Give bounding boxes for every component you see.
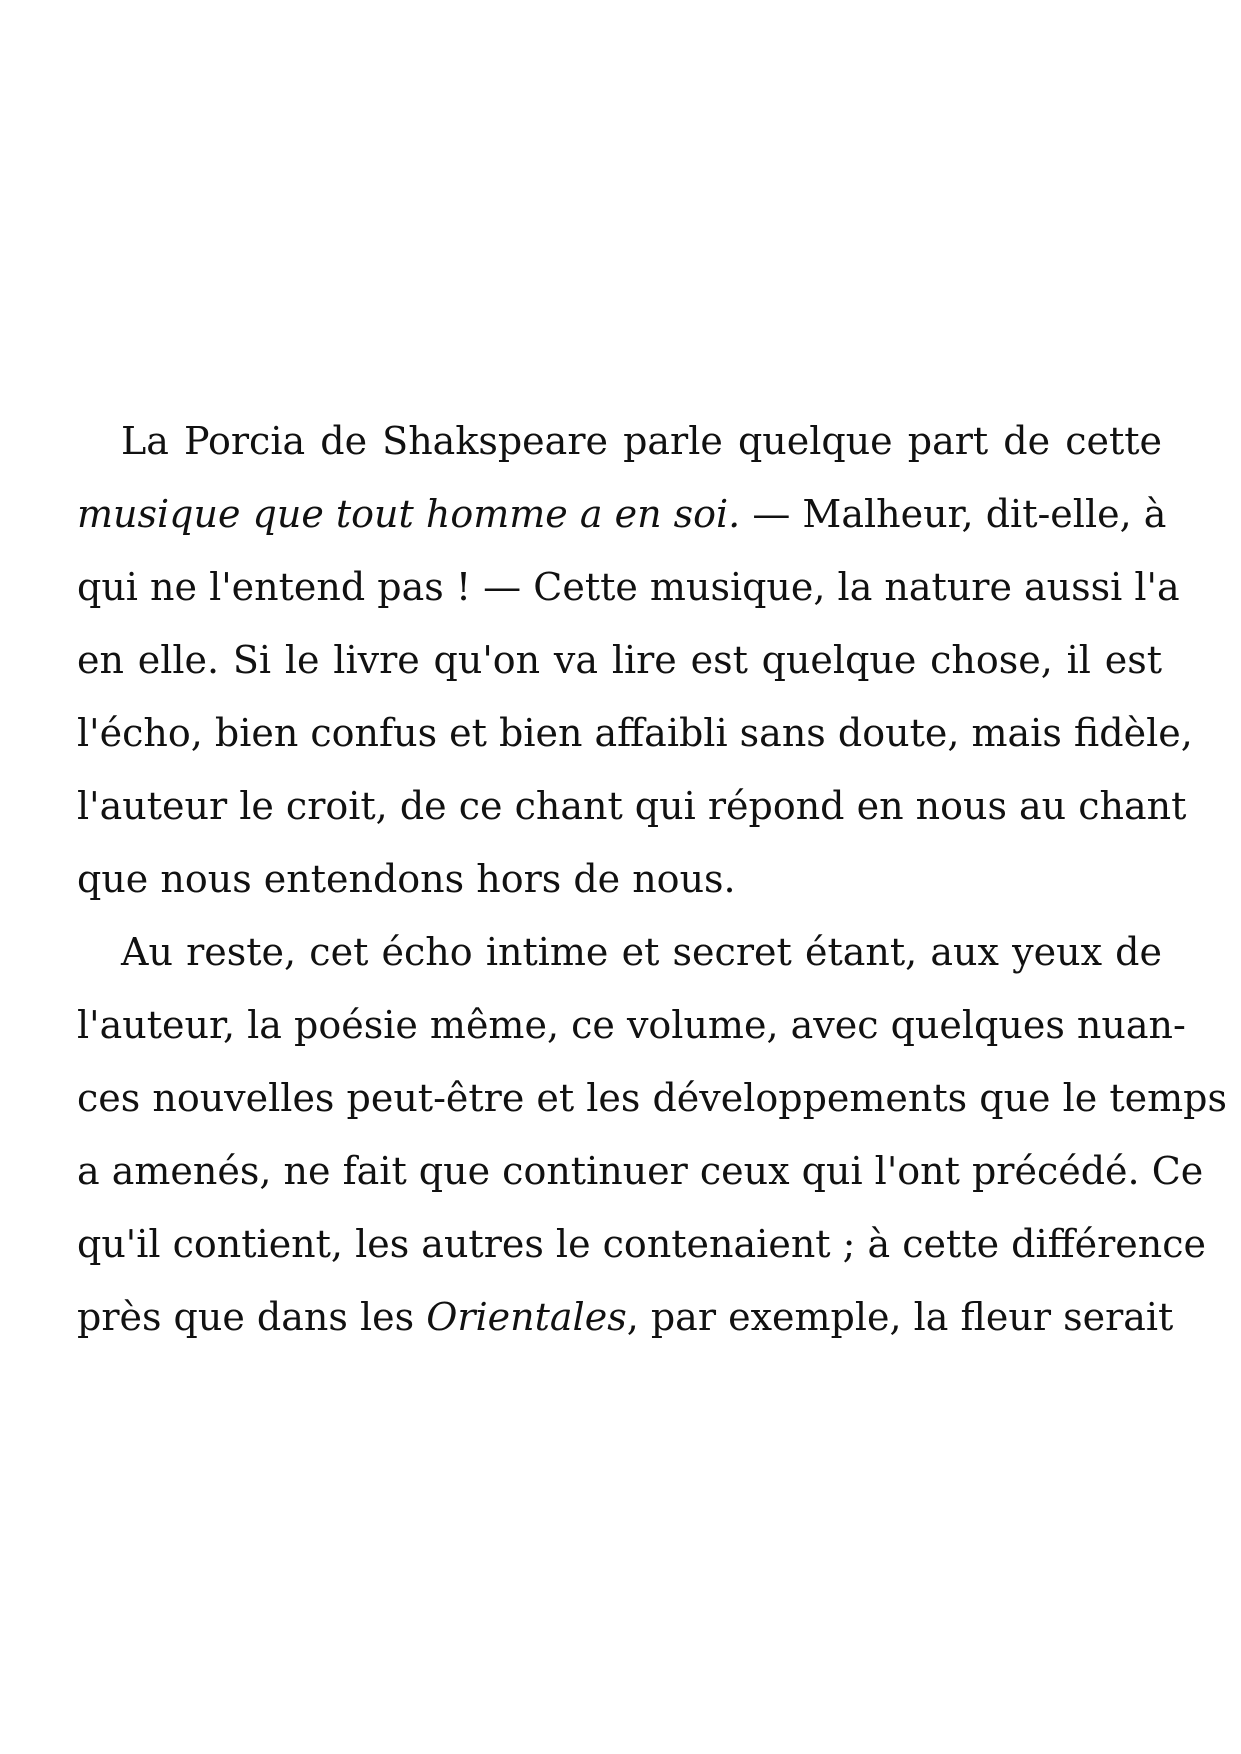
text-line: ces nouvelles peut-être et les développements que le temps (77, 1076, 1227, 1120)
text-line: en elle. Si le livre qu'on va lire est quelque chose, il est (77, 638, 1162, 682)
text-line: l'auteur le croit, de ce chant qui répond en nous au chant (77, 784, 1187, 828)
body-text (77, 405, 1227, 1354)
paragraph-1 (77, 405, 1193, 916)
text-line: qu'il contient, les autres le contenaient ; à cette différence (77, 1222, 1206, 1266)
text-line: près que dans les Orientales, par exemple, la fleur serait (77, 1295, 1174, 1339)
text-line: musique que tout homme a en soi. — Malheur, dit-elle, à (77, 492, 1167, 536)
text-line: qui ne l'entend pas ! — Cette musique, la nature aussi l'a (77, 565, 1180, 609)
text-line: que nous entendons hors de nous. (77, 857, 736, 901)
text-line: a amenés, ne fait que continuer ceux qui l'ont précédé. Ce (77, 1149, 1204, 1193)
text-line: La Porcia de Shakspeare parle quelque part de cette (121, 419, 1162, 463)
text-line: l'écho, bien confus et bien affaibli sans doute, mais fidèle, (77, 711, 1193, 755)
text-line: Au reste, cet écho intime et secret étant, aux yeux de (121, 930, 1162, 974)
paragraph-2 (77, 916, 1227, 1354)
text-line: l'auteur, la poésie même, ce volume, avec quelques nuan- (77, 1003, 1186, 1047)
